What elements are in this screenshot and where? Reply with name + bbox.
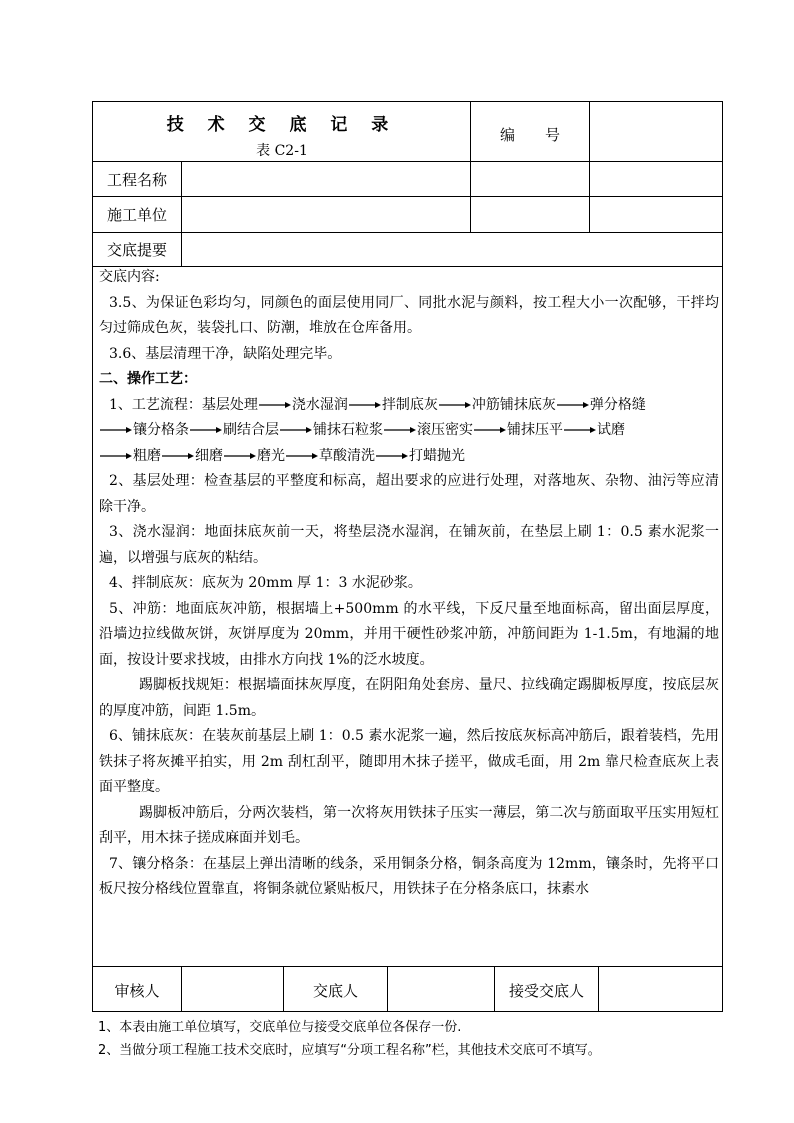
process-flow-line-3 (99, 444, 719, 470)
arrow-right-icon (439, 401, 471, 409)
project-extra-field[interactable] (590, 162, 722, 196)
flow-step: 基层处理 (201, 396, 258, 413)
presenter-label: 交底人 (312, 982, 358, 1000)
arrow-right-icon (190, 426, 222, 434)
number-field[interactable] (590, 103, 722, 161)
receiver-label: 接受交底人 (508, 982, 584, 1000)
flow-step: 打蜡抛光 (409, 447, 465, 464)
note-1: 1、本表由施工单位填写，交底单位与接受交底单位各保存一份. (98, 1020, 462, 1035)
form-notes (98, 1016, 601, 1062)
arrow-right-icon (349, 401, 381, 409)
paragraph-3-6: 3.6、基层清理干净，缺陷处理完毕。 (109, 345, 342, 362)
flow-step: 浇水湿润 (291, 396, 348, 413)
paragraph-2: 2、基层处理：检查基层的平整度和标高，超出要求的应进行处理，对落地灰、杂物、油污等应清除干净。 (99, 473, 719, 515)
arrow-right-icon (280, 426, 312, 434)
flow-step: 粗磨 (133, 447, 161, 464)
project-number-field[interactable] (471, 162, 589, 196)
arrow-right-icon (224, 452, 256, 460)
arrow-right-icon (100, 452, 132, 460)
receiver-signature-field[interactable] (599, 967, 722, 1011)
project-name-field[interactable] (182, 162, 470, 196)
flow-step: 铺抹压平 (507, 422, 563, 438)
flow-step: 滚压密实 (417, 422, 473, 438)
paragraph-6-skirting: 踢脚板冲筋后，分两次装档，第一次将灰用铁抹子压实一薄层，第二次与筋面取平压实用短杠刮平，用木抹子搓成麻面并划毛。 (99, 804, 719, 846)
flow-step: 刷结合层 (223, 422, 279, 438)
paragraph-3: 3、浇水湿润：地面抹底灰前一天，将垫层浇水湿润，在铺灰前，在垫层上刷 1：0.5 素水泥浆一遍，以增强与底灰的粘结。 (99, 524, 719, 566)
flow-prefix: 1、工艺流程： (109, 396, 202, 413)
flow-step: 冲筋铺抹底灰 (471, 396, 556, 413)
paragraph-5: 5、冲筋：地面底灰冲筋，根据墙上+500mm 的水平线，下反尺量至地面标高，留出面层厚度，沿墙边拉线做灰饼，灰饼厚度为 20mm，并用干硬性砂浆冲筋，冲筋间距为 1-1.5m，有地漏的地面，按设计要求找坡，由排水方向找 1%的泛水坡度。 (99, 600, 719, 668)
paragraph-4: 4、拌制底灰：底灰为 20mm 厚 1：3 水泥砂浆。 (109, 575, 422, 591)
section-heading: 二、操作工艺： (99, 371, 197, 387)
construction-unit-extra2-field[interactable] (590, 197, 722, 232)
paragraph-5-skirting: 踢脚板找规矩：根据墙面抹灰厚度，在阴阳角处套房、量尺、拉线确定踢脚板厚度，按底层灰的厚度冲筋，间距 1.5m。 (99, 677, 719, 719)
flow-step: 拌制底灰 (381, 396, 438, 413)
arrow-right-icon (564, 426, 596, 434)
form-title: 技 术 交 底 记 录 (166, 115, 398, 135)
content-heading: 交底内容: (99, 269, 160, 285)
paragraph-7: 7、镶分格条：在基层上弹出清晰的线条，采用铜条分格，铜条高度为 12mm，镶条时，先将平口板尺按分格线位置靠直，将铜条就位紧贴板尺，用铁抹子在分格条底口，抹素水 (99, 855, 719, 897)
reviewer-label: 审核人 (114, 982, 160, 1000)
arrow-right-icon (557, 401, 589, 409)
process-flow-line-2 (99, 418, 719, 444)
construction-unit-extra-field[interactable] (471, 197, 589, 232)
arrow-right-icon (474, 426, 506, 434)
flow-step: 铺抹石粒浆 (313, 422, 383, 438)
reviewer-signature-field[interactable] (182, 967, 283, 1011)
number-label: 编 号 (499, 126, 560, 144)
flow-step: 草酸清洗 (319, 447, 375, 464)
flow-step: 弹分格缝 (589, 396, 646, 413)
arrow-right-icon (376, 452, 408, 460)
arrow-right-icon (286, 452, 318, 460)
arrow-right-icon (384, 426, 416, 434)
paragraph-6: 6、铺抹底灰：在装灰前基层上刷 1：0.5 素水泥浆一遍，然后按底灰标高冲筋后，跟着装档，先用铁抹子将灰摊平拍实，用 2m 刮杠刮平，随即用木抹子搓平，做成毛面，用 2m 靠尺检查底灰上表面平整度。 (99, 728, 719, 795)
summary-field[interactable] (182, 233, 722, 266)
project-name-label: 工程名称 (106, 171, 167, 189)
flow-step: 试磨 (597, 422, 625, 438)
flow-step: 镶分格条 (133, 422, 189, 438)
technical-disclosure-form (92, 101, 723, 1012)
arrow-right-icon (259, 401, 291, 409)
presenter-signature-field[interactable] (388, 967, 494, 1011)
construction-unit-field[interactable] (182, 197, 470, 232)
note-2: 2、当做分项工程施工技术交底时，应填写“分项工程名称”栏，其他技术交底可不填写。 (98, 1043, 601, 1058)
paragraph-3-5: 3.5、为保证色彩均匀，同颜色的面层使用同厂、同批水泥与颜料，按工程大小一次配够，干拌均匀过筛成色灰，装袋扎口、防潮，堆放在仓库备用。 (99, 294, 719, 336)
disclosure-content (99, 265, 719, 961)
construction-unit-label: 施工单位 (106, 206, 167, 224)
flow-step: 细磨 (195, 447, 223, 464)
form-number: 表 C2-1 (256, 143, 308, 159)
flow-step: 磨光 (257, 447, 285, 464)
process-flow-line-1 (99, 393, 719, 419)
arrow-right-icon (100, 426, 132, 434)
summary-label: 交底提要 (106, 241, 167, 259)
arrow-right-icon (162, 452, 194, 460)
